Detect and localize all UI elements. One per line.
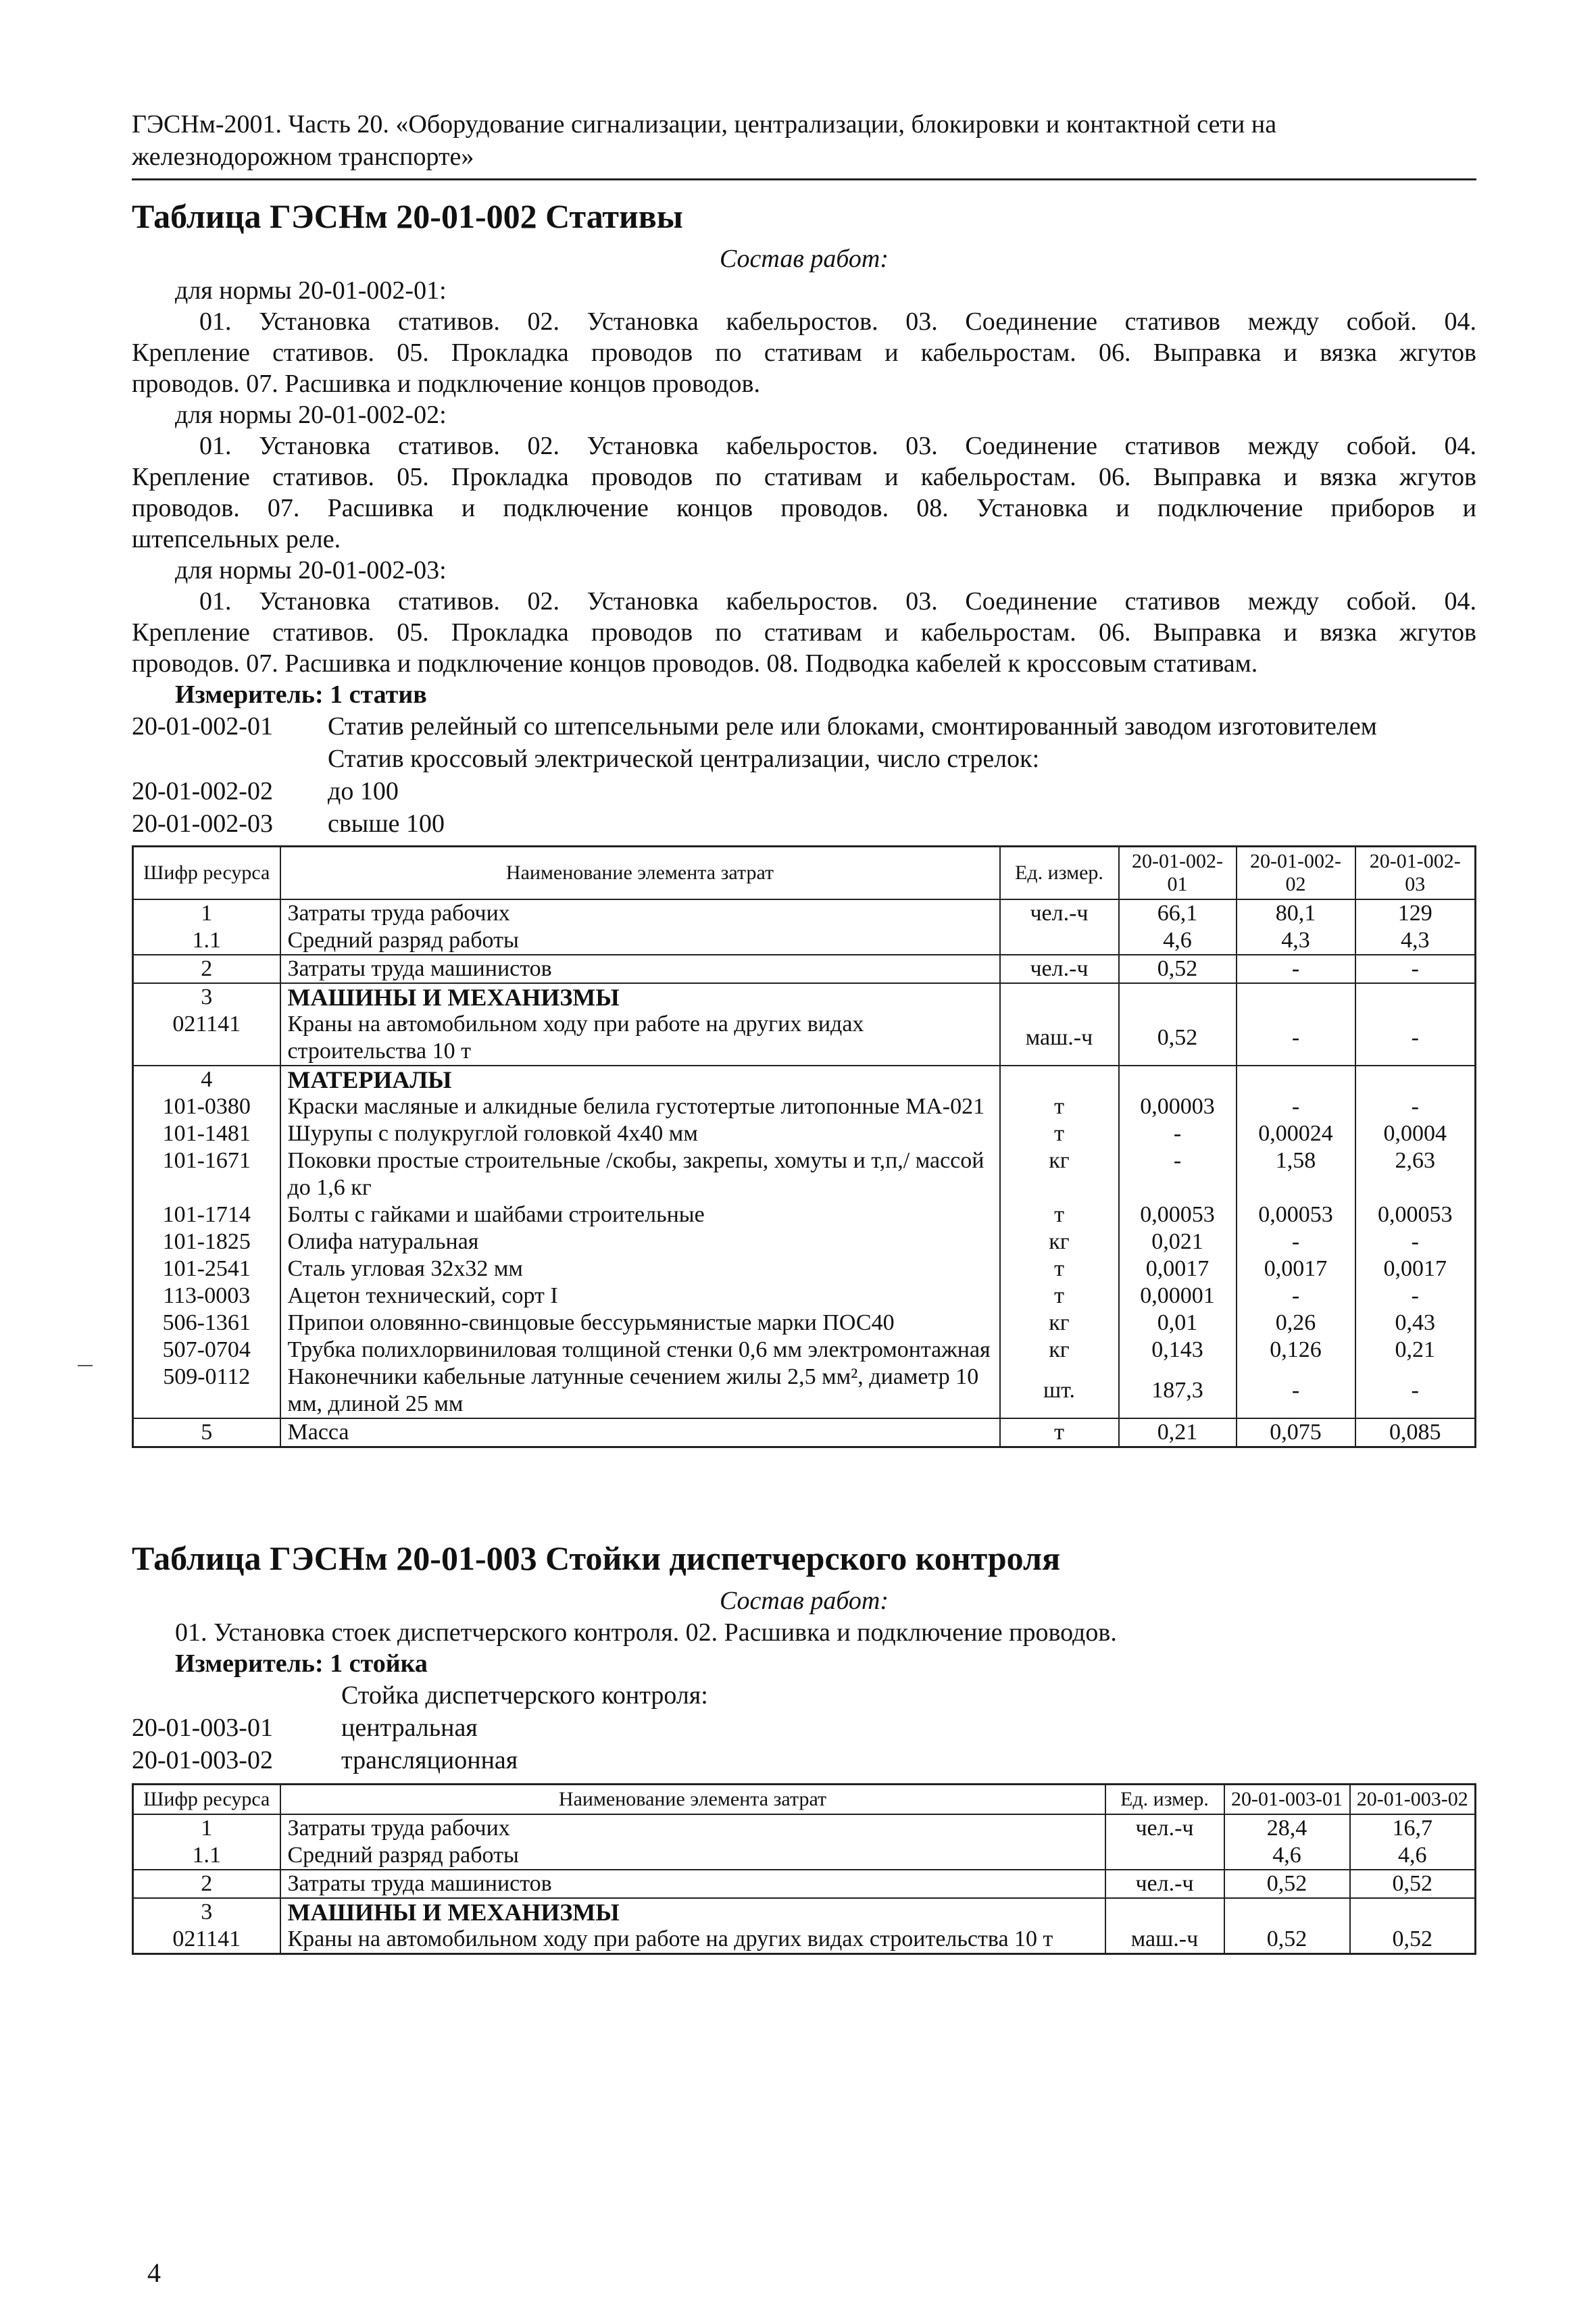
table-row [133, 1842, 1476, 1870]
unit: шт. [1000, 1364, 1119, 1418]
norm-value: 4,6 [1350, 1842, 1476, 1870]
table-row [133, 1870, 1476, 1898]
empty-cell [1119, 1066, 1237, 1093]
section-title: МАШИНЫ И МЕХАНИЗМЫ [280, 983, 1000, 1011]
resource-table-2 [132, 1783, 1476, 1955]
cost-element-name: Средний разряд работы [280, 927, 1000, 955]
cost-element-name: Затраты труда машинистов [280, 1870, 1105, 1898]
norm-value: 0,021 [1119, 1228, 1237, 1255]
norm-code: 20-01-003-02 [132, 1746, 273, 1774]
empty-cell [1000, 983, 1119, 1011]
resource-code: 5 [133, 1418, 280, 1447]
norm-value: - [1237, 955, 1355, 983]
empty-cell [1000, 1066, 1119, 1093]
norm-value: 0,085 [1355, 1418, 1476, 1447]
cost-element-name: Сталь угловая 32x32 мм [280, 1255, 1000, 1283]
norm-description: до 100 [328, 777, 399, 805]
resource-code: 101-0380 [133, 1093, 280, 1120]
column-header: 20-01-003-01 [1224, 1785, 1350, 1815]
table-row [133, 1011, 1476, 1066]
norm-value: - [1355, 955, 1476, 983]
empty-cell [1224, 1898, 1350, 1926]
resource-code: 1.1 [133, 927, 280, 955]
table-row [133, 983, 1476, 1011]
norm-code [132, 743, 328, 775]
norm-value: 187,3 [1119, 1364, 1237, 1418]
norm-value: 0,126 [1237, 1337, 1355, 1364]
norm-value: - [1355, 1228, 1476, 1255]
norm-value: - [1237, 1228, 1355, 1255]
norm-value: 0,0004 [1355, 1120, 1476, 1147]
table-row [133, 1364, 1476, 1418]
unit [1105, 1842, 1224, 1870]
norm-code: 20-01-002-03 [132, 810, 273, 838]
table-row [133, 1283, 1476, 1310]
cost-element-name: Затраты труда рабочих [280, 899, 1000, 927]
empty-cell [1355, 1066, 1476, 1093]
norm-value: - [1237, 1093, 1355, 1120]
norm-text-line: Крепление стативов. 05. Прокладка проводов по стативам и кабельростам. 06. Выправка и вязка жгутов [132, 463, 1476, 491]
resource-code: 509-0112 [133, 1364, 280, 1418]
norm-value: 2,63 [1355, 1147, 1476, 1201]
resource-code: 3 [133, 983, 280, 1011]
norm-value: 0,21 [1119, 1418, 1237, 1447]
unit: чел.-ч [1000, 955, 1119, 983]
table-row [133, 1228, 1476, 1255]
table-row [133, 899, 1476, 927]
measure-line-2: Измеритель: 1 стойка [175, 1649, 428, 1678]
norm-value: - [1355, 1283, 1476, 1310]
table-row [133, 1120, 1476, 1147]
norm-text-line: проводов. 07. Расшивка и подключение концов проводов. 08. Подводка кабелей к кроссовым стативам. [132, 649, 1258, 678]
table-row [133, 1201, 1476, 1228]
empty-cell [1105, 1898, 1224, 1926]
norm-value: 0,0017 [1119, 1255, 1237, 1283]
norm-value: 1,58 [1237, 1147, 1355, 1201]
cost-element-name: Трубка полихлорвиниловая толщиной стенки 0,6 мм электромонтажная [280, 1337, 1000, 1364]
header-rule [132, 178, 1476, 180]
norm-value: - [1237, 1283, 1355, 1310]
cost-element-name: Припои оловянно-свинцовые бессурьмянистые марки ПОС40 [280, 1310, 1000, 1337]
unit: т [1000, 1093, 1119, 1120]
column-header: 20-01-002-01 [1119, 847, 1237, 900]
resource-code: 506-1361 [133, 1310, 280, 1337]
norm-description: трансляционная [341, 1746, 518, 1774]
table-header-row-2 [133, 1785, 1476, 1815]
resource-code: 1 [133, 1814, 280, 1842]
norm-label: для нормы 20-01-002-01: [175, 276, 447, 305]
cost-element-name: Затраты труда рабочих [280, 1814, 1105, 1842]
norm-text-line: 01. Установка стативов. 02. Установка кабельростов. 03. Соединение стативов между собой. 04. [199, 587, 1476, 616]
norm-value: 0,52 [1224, 1926, 1350, 1954]
resource-code: 2 [133, 1870, 280, 1898]
measure-line: Измеритель: 1 статив [175, 680, 427, 709]
table-row [133, 1898, 1476, 1926]
column-header: 20-01-002-03 [1355, 847, 1476, 900]
cost-element-name: Олифа натуральная [280, 1228, 1000, 1255]
table-row [133, 1418, 1476, 1447]
norm-text-line: проводов. 07. Расшивка и подключение концов проводов. 08. Установка и подключение приборов и [132, 494, 1476, 522]
code-row [132, 743, 1476, 775]
norm-description: Статив кроссовый электрической централизации, число стрелок: [328, 745, 1040, 773]
unit: т [1000, 1201, 1119, 1228]
norm-text-line: проводов. 07. Расшивка и подключение концов проводов. [132, 370, 760, 398]
norm-value: 0,26 [1237, 1310, 1355, 1337]
unit: кг [1000, 1310, 1119, 1337]
cost-element-name: Шурупы с полукруглой головкой 4x40 мм [280, 1120, 1000, 1147]
norm-value: - [1119, 1147, 1237, 1201]
composition-label: Состав работ: [719, 245, 889, 273]
code-row [132, 1744, 1476, 1776]
table-row [133, 1337, 1476, 1364]
composition-norms [132, 275, 1476, 679]
norm-value: - [1119, 1120, 1237, 1147]
unit: т [1000, 1255, 1119, 1283]
cost-element-name: Краны на автомобильном ходу при работе на других видах строительства 10 т [280, 1926, 1105, 1954]
norm-description: свыше 100 [328, 810, 445, 838]
code-row [132, 1679, 1476, 1712]
norm-value: 0,0017 [1355, 1255, 1476, 1283]
norm-value: 0,01 [1119, 1310, 1237, 1337]
norm-value: 4,6 [1224, 1842, 1350, 1870]
table-row [133, 1814, 1476, 1842]
column-header: Наименование элемента затрат [280, 1785, 1105, 1815]
running-header [132, 108, 1476, 173]
section-title: МАТЕРИАЛЫ [280, 1066, 1000, 1093]
norm-code [132, 1679, 341, 1712]
norm-value: 4,3 [1237, 927, 1355, 955]
table-row [133, 955, 1476, 983]
norm-description: Стойка диспетчерского контроля: [341, 1681, 708, 1710]
unit: т [1000, 1120, 1119, 1147]
norm-value: 4,3 [1355, 927, 1476, 955]
header-line-1: ГЭСНм-2001. Часть 20. «Оборудование сигнализации, централизации, блокировки и контактной сети на [132, 110, 1277, 139]
cost-element-name: Затраты труда машинистов [280, 955, 1000, 983]
column-header: 20-01-002-02 [1237, 847, 1355, 900]
cost-element-name: Ацетон технический, сорт I [280, 1283, 1000, 1310]
resource-code: 101-2541 [133, 1255, 280, 1283]
table-header-row [133, 847, 1476, 900]
cost-element-name: Краски масляные и алкидные белила густотертые литопонные МА-021 [280, 1093, 1000, 1120]
norm-value: 0,52 [1224, 1870, 1350, 1898]
cost-element-name: Средний разряд работы [280, 1842, 1105, 1870]
table-row [133, 927, 1476, 955]
unit: чел.-ч [1105, 1870, 1224, 1898]
margin-mark [78, 1365, 93, 1366]
table-row [133, 1066, 1476, 1093]
resource-table-1 [132, 845, 1476, 1448]
norm-codes-2 [132, 1679, 1476, 1776]
norm-code: 20-01-003-01 [132, 1714, 273, 1742]
column-header: Шифр ресурса [133, 1785, 280, 1815]
norm-code: 20-01-002-01 [132, 712, 273, 741]
resource-code: 021141 [133, 1011, 280, 1066]
code-row [132, 775, 1476, 807]
composition-text-2: 01. Установка стоек диспетчерского контроля. 02. Расшивка и подключение проводов. [175, 1618, 1117, 1647]
norm-description: Статив релейный со штепсельными реле или блоками, смонтированный заводом изготовителем [328, 712, 1377, 741]
norm-text-line: 01. Установка стативов. 02. Установка кабельростов. 03. Соединение стативов между собой. 04. [199, 307, 1476, 336]
document-page [132, 108, 1476, 1955]
table-row [133, 1147, 1476, 1201]
resource-code: 113-0003 [133, 1283, 280, 1310]
unit: маш.-ч [1105, 1926, 1224, 1954]
empty-cell [1237, 1066, 1355, 1093]
table-1-title: Таблица ГЭСНм 20-01-002 Стативы [132, 197, 683, 235]
norm-value: 66,1 [1119, 899, 1237, 927]
norm-value: 0,143 [1119, 1337, 1237, 1364]
norm-value: 0,075 [1237, 1418, 1355, 1447]
resource-code: 101-1825 [133, 1228, 280, 1255]
empty-cell [1119, 983, 1237, 1011]
section-title: МАШИНЫ И МЕХАНИЗМЫ [280, 1898, 1105, 1926]
unit: чел.-ч [1105, 1814, 1224, 1842]
column-header: Ед. измер. [1000, 847, 1119, 900]
resource-code: 507-0704 [133, 1337, 280, 1364]
cost-element-name: Масса [280, 1418, 1000, 1447]
norm-value: 0,0017 [1237, 1255, 1355, 1283]
norm-value: - [1355, 1093, 1476, 1120]
norm-value: 0,00053 [1237, 1201, 1355, 1228]
norm-code: 20-01-002-02 [132, 777, 273, 805]
empty-cell [1237, 983, 1355, 1011]
norm-value: 4,6 [1119, 927, 1237, 955]
table-row [133, 1255, 1476, 1283]
column-header: Шифр ресурса [133, 847, 280, 900]
unit: т [1000, 1418, 1119, 1447]
code-row [132, 807, 1476, 840]
column-header: Наименование элемента затрат [280, 847, 1000, 900]
norm-value: 0,00024 [1237, 1120, 1355, 1147]
norm-value: - [1355, 1364, 1476, 1418]
table-row [133, 1310, 1476, 1337]
resource-code: 101-1481 [133, 1120, 280, 1147]
norm-value: 0,21 [1355, 1337, 1476, 1364]
cost-element-name: Поковки простые строительные /скобы, закрепы, хомуты и т,п,/ массой до 1,6 кг [280, 1147, 1000, 1201]
unit: кг [1000, 1147, 1119, 1201]
resource-code: 3 [133, 1898, 280, 1926]
norm-description: центральная [341, 1714, 478, 1742]
unit: кг [1000, 1337, 1119, 1364]
norm-value: 0,52 [1119, 1011, 1237, 1066]
norm-value: 28,4 [1224, 1814, 1350, 1842]
norm-value: 0,43 [1355, 1310, 1476, 1337]
norm-value: - [1237, 1364, 1355, 1418]
norm-label: для нормы 20-01-002-02: [175, 401, 447, 429]
table-2-title: Таблица ГЭСНм 20-01-003 Стойки диспетчерского контроля [132, 1539, 1061, 1577]
norm-text-line: Крепление стативов. 05. Прокладка проводов по стативам и кабельростам. 06. Выправка и вязка жгутов [132, 339, 1476, 367]
unit: чел.-ч [1000, 899, 1119, 927]
norm-value: 0,52 [1119, 955, 1237, 983]
norm-value: 16,7 [1350, 1814, 1476, 1842]
resource-code: 101-1714 [133, 1201, 280, 1228]
norm-value: - [1237, 1011, 1355, 1066]
empty-cell [1355, 983, 1476, 1011]
norm-value: 0,00003 [1119, 1093, 1237, 1120]
resource-code: 4 [133, 1066, 280, 1093]
norm-value: 0,52 [1350, 1870, 1476, 1898]
unit: маш.-ч [1000, 1011, 1119, 1066]
page-number: 4 [147, 2258, 161, 2288]
resource-code: 1.1 [133, 1842, 280, 1870]
column-header: 20-01-003-02 [1350, 1785, 1476, 1815]
resource-code: 021141 [133, 1926, 280, 1954]
resource-code: 2 [133, 955, 280, 983]
table-row [133, 1926, 1476, 1954]
norm-value: 0,00053 [1119, 1201, 1237, 1228]
cost-element-name: Наконечники кабельные латунные сечением жилы 2,5 мм², диаметр 10 мм, длиной 25 мм [280, 1364, 1000, 1418]
resource-code: 101-1671 [133, 1147, 280, 1201]
norm-value: 129 [1355, 899, 1476, 927]
norm-text-line: Крепление стативов. 05. Прокладка проводов по стативам и кабельростам. 06. Выправка и вязка жгутов [132, 618, 1476, 647]
resource-code: 1 [133, 899, 280, 927]
unit: т [1000, 1283, 1119, 1310]
norm-codes [132, 710, 1476, 840]
code-row [132, 1712, 1476, 1744]
norm-value: 0,00053 [1355, 1201, 1476, 1228]
norm-value: 0,00001 [1119, 1283, 1237, 1310]
norm-value: - [1355, 1011, 1476, 1066]
composition-label-2: Состав работ: [719, 1587, 889, 1615]
norm-value: 80,1 [1237, 899, 1355, 927]
column-header: Ед. измер. [1105, 1785, 1224, 1815]
unit: кг [1000, 1228, 1119, 1255]
norm-text-line: 01. Установка стативов. 02. Установка кабельростов. 03. Соединение стативов между собой. 04. [199, 432, 1476, 460]
cost-element-name: Краны на автомобильном ходу при работе на других видах строительства 10 т [280, 1011, 1000, 1066]
unit [1000, 927, 1119, 955]
header-line-2: железнодорожном транспорте» [132, 143, 474, 171]
norm-value: 0,52 [1350, 1926, 1476, 1954]
cost-element-name: Болты с гайками и шайбами строительные [280, 1201, 1000, 1228]
empty-cell [1350, 1898, 1476, 1926]
table-row [133, 1093, 1476, 1120]
code-row [132, 710, 1476, 743]
norm-text-line: штепсельных реле. [132, 525, 341, 553]
norm-label: для нормы 20-01-002-03: [175, 556, 447, 584]
